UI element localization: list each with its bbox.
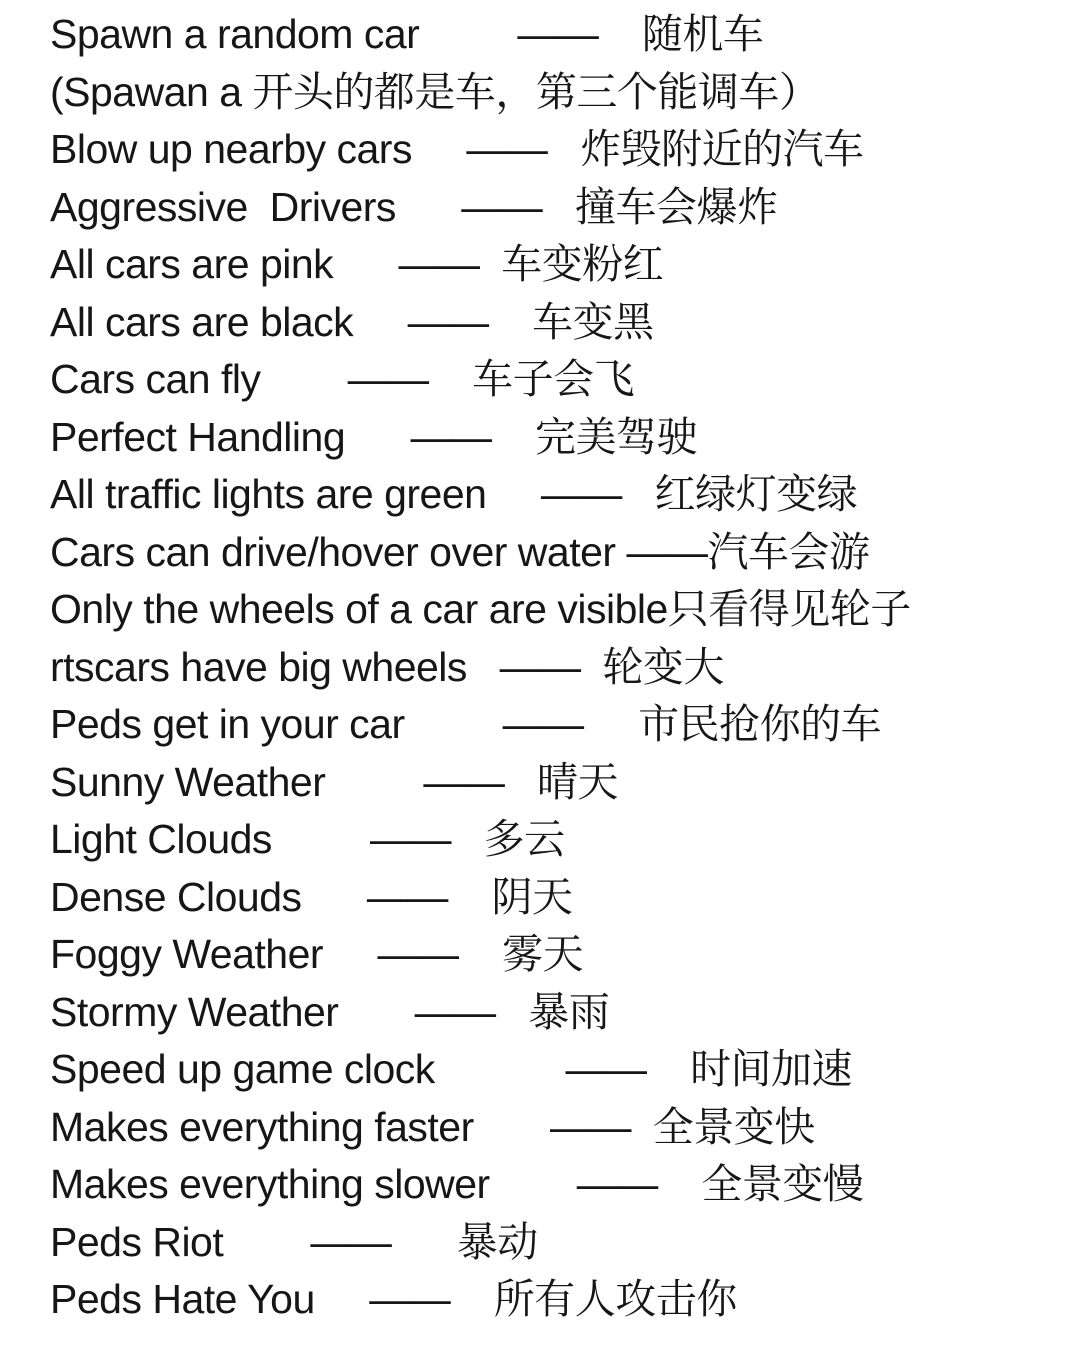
cheat-line-traffic-lights-green: All traffic lights are green —— 红绿灯变绿 [50,471,858,517]
cheat-line-spawn-note: (Spawan a 开头的都是车，第三个能调车） [50,68,820,115]
cheat-line-aggressive-drivers: Aggressive Drivers —— 撞车会爆炸 [50,183,778,230]
cheat-line-big-wheels: rtscars have big wheels —— 轮变大 [50,643,724,690]
cheat-line-peds-riot: Peds Riot —— 暴动 [50,1218,538,1265]
cheat-line-everything-faster: Makes everything faster —— 全景变快 [50,1103,815,1150]
cheat-line-peds-hate-you: Peds Hate You —— 所有人攻击你 [50,1276,737,1322]
cheat-line-all-cars-black: All cars are black —— 车变黑 [50,298,654,345]
cheat-line-foggy-weather: Foggy Weather —— 雾天 [50,931,584,977]
cheat-line-peds-get-in-car: Peds get in your car —— 市民抢你的车 [50,701,882,747]
cheat-line-cars-can-fly: Cars can fly —— 车子会飞 [50,356,635,402]
cheat-line-stormy-weather: Stormy Weather —— 暴雨 [50,988,610,1035]
cheat-line-blow-up-nearby-cars: Blow up nearby cars —— 炸毁附近的汽车 [50,126,864,172]
cheat-line-sunny-weather: Sunny Weather —— 晴天 [50,758,619,805]
cheat-line-light-clouds: Light Clouds —— 多云 [50,816,565,862]
cheat-line-speed-up-clock: Speed up game clock —— 时间加速 [50,1046,853,1092]
cheat-line-perfect-handling: Perfect Handling —— 完美驾驶 [50,413,698,460]
cheat-line-spawn-random-car: Spawn a random car —— 随机车 [50,11,764,57]
cheat-line-all-cars-pink: All cars are pink —— 车变粉红 [50,241,664,287]
cheat-line-dense-clouds: Dense Clouds —— 阴天 [50,873,573,920]
cheat-line-only-wheels-visible: Only the wheels of a car are visible只看得见轮子 [50,586,911,632]
cheat-line-everything-slower: Makes everything slower —— 全景变慢 [50,1161,864,1207]
cheat-line-drive-over-water: Cars can drive/hover over water ——汽车会游 [50,528,870,575]
